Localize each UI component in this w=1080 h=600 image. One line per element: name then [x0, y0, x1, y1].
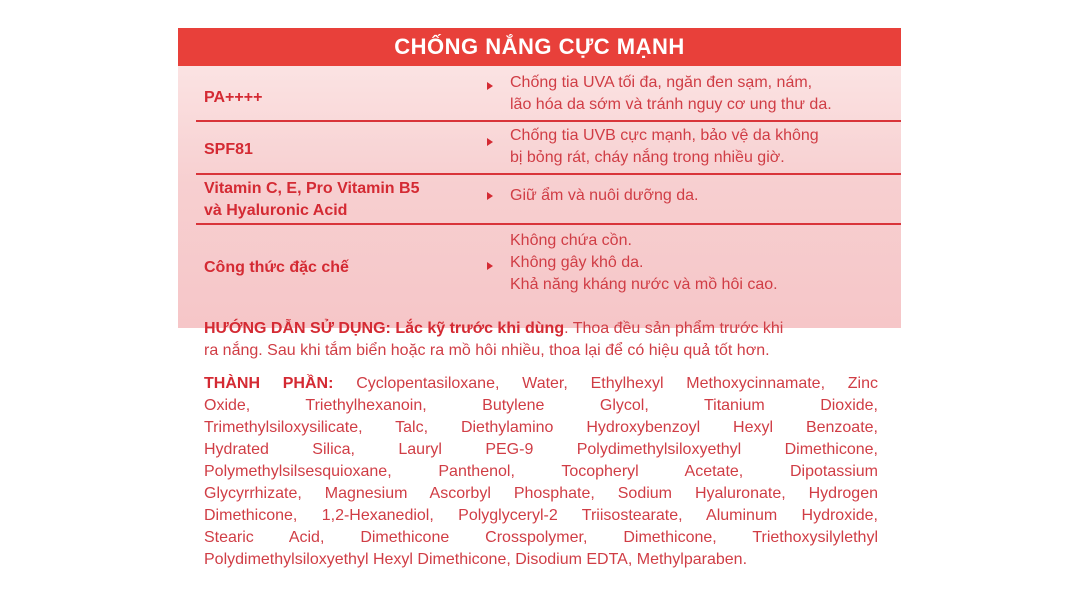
- arrow-icon: [487, 82, 493, 90]
- feature-name-line: Vitamin C, E, Pro Vitamin B5: [204, 180, 420, 197]
- feature-description: [510, 230, 778, 296]
- arrow-icon: [487, 192, 493, 200]
- arrow-icon: [487, 262, 493, 270]
- header-title: CHỐNG NẮNG CỰC MẠNH: [394, 34, 685, 59]
- description-line: Không gây khô da.: [510, 254, 644, 271]
- feature-name: Công thức đặc chế: [204, 259, 349, 276]
- description-line: bị bỏng rát, cháy nắng trong nhiều giờ.: [510, 149, 785, 166]
- ingredients-line: Oxide, Triethylhexanoin, Butylene Glycol, Titanium Dioxide,: [204, 397, 878, 414]
- feature-row-spf: [178, 122, 901, 172]
- usage-label: HƯỚNG DẪN SỬ DỤNG:: [204, 320, 391, 337]
- header-bar: [178, 28, 901, 66]
- ingredients-line: Dimethicone, 1,2-Hexanediol, Polyglyceryl-2 Triisostearate, Aluminum Hydroxide,: [204, 507, 878, 524]
- feature-description: [510, 185, 698, 207]
- description-line: Chống tia UVA tối đa, ngăn đen sạm, nám,: [510, 74, 813, 91]
- ingredients-label: THÀNH PHẦN:: [204, 375, 334, 392]
- ingredients-line: Trimethylsiloxysilicate, Talc, Diethylamino Hydroxybenzoyl Hexyl Benzoate,: [204, 419, 878, 436]
- ingredients-line: Polymethylsilsesquioxane, Panthenol, Tocopheryl Acetate, Dipotassium: [204, 463, 878, 480]
- ingredients-block: [204, 373, 878, 571]
- description-line: Không chứa cồn.: [510, 232, 632, 249]
- ingredients-text: Cyclopentasiloxane, Water, Ethylhexyl Methoxycinnamate, Zinc: [356, 375, 878, 392]
- usage-text: . Thoa đều sản phẩm trước khi: [564, 320, 784, 337]
- feature-row-pa: [178, 66, 901, 120]
- arrow-icon: [487, 138, 493, 146]
- feature-description: [510, 72, 832, 116]
- feature-row-vitamins: [178, 175, 901, 225]
- ingredients-line: Glycyrrhizate, Magnesium Ascorbyl Phosphate, Sodium Hyaluronate, Hydrogen: [204, 485, 878, 502]
- description-line: Giữ ẩm và nuôi dưỡng da.: [510, 187, 699, 204]
- feature-name: [204, 178, 419, 222]
- feature-description: [510, 125, 819, 169]
- feature-table: [178, 66, 901, 328]
- ingredients-line: Polydimethylsiloxyethyl Hexyl Dimethicone, Disodium EDTA, Methylparaben.: [204, 551, 748, 568]
- feature-name: SPF81: [204, 141, 253, 158]
- feature-name: PA++++: [204, 89, 263, 106]
- usage-emphasis: Lắc kỹ trước khi dùng: [395, 320, 565, 337]
- description-line: Chống tia UVB cực mạnh, bảo vệ da không: [510, 127, 819, 144]
- usage-instructions: [204, 318, 884, 362]
- ingredients-line: [204, 373, 878, 395]
- description-line: Khả năng kháng nước và mồ hôi cao.: [510, 276, 778, 293]
- usage-line: ra nắng. Sau khi tắm biển hoặc ra mồ hôi nhiều, thoa lại để có hiệu quả tốt hơn.: [204, 342, 770, 359]
- ingredients-line: Hydrated Silica, Lauryl PEG-9 Polydimethylsiloxyethyl Dimethicone,: [204, 441, 878, 458]
- ingredients-line: Stearic Acid, Dimethicone Crosspolymer, Dimethicone, Triethoxysilylethyl: [204, 529, 878, 546]
- description-line: lão hóa da sớm và tránh nguy cơ ung thư da.: [510, 96, 832, 113]
- feature-row-formula: [178, 225, 901, 325]
- usage-line: [204, 318, 884, 340]
- feature-name-line: và Hyaluronic Acid: [204, 202, 348, 219]
- product-label-panel: [178, 28, 901, 570]
